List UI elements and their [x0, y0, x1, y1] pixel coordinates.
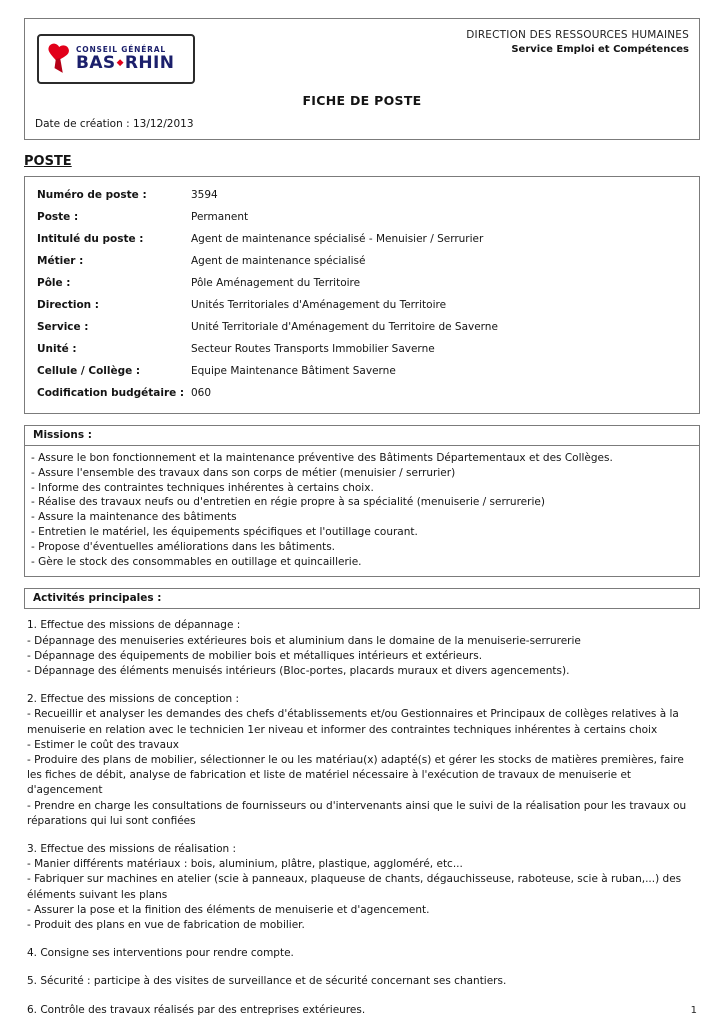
- activite-line: 3. Effectue des missions de réalisation :: [27, 843, 237, 856]
- field-label: Service :: [37, 321, 89, 333]
- missions-section: [24, 425, 700, 577]
- field-row-pole: [37, 272, 687, 294]
- field-row-direction: [37, 294, 687, 316]
- field-label: Direction :: [37, 299, 100, 311]
- field-value: Unités Territoriales d'Aménagement du Territoire: [191, 299, 447, 311]
- creation-date: Date de création : 13/12/2013: [35, 118, 194, 130]
- activite-line: 2. Effectue des missions de conception :: [27, 693, 240, 706]
- field-label: Cellule / Collège :: [37, 365, 141, 377]
- poste-fields-box: [24, 176, 700, 414]
- field-label: Métier :: [37, 255, 84, 267]
- field-value: Permanent: [191, 211, 249, 223]
- direction-label: DIRECTION DES RESSOURCES HUMAINES: [466, 29, 689, 41]
- activite-line: 4. Consigne ses interventions pour rendre compte.: [27, 947, 294, 960]
- mission-item: - Entretien le matériel, les équipements spécifiques et l'outillage courant.: [31, 525, 418, 538]
- activite-line: - Assurer la pose et la finition des éléments de menuiserie et d'agencement.: [27, 903, 430, 916]
- logo: [37, 34, 195, 84]
- field-row-unite: [37, 338, 687, 360]
- activite-line: - Fabriquer sur machines en atelier (scie à panneaux, plaqueuse de chants, dégauchisseuse, raboteuse, scie à ruban,...) des éléments suivant les plans: [27, 873, 682, 901]
- activite-line: - Manier différents matériaux : bois, aluminium, plâtre, plastique, aggloméré, etc...: [27, 858, 463, 871]
- field-row-poste: [37, 206, 687, 228]
- activite-line: - Dépannage des équipements de mobilier bois et métalliques intérieurs et extérieurs.: [27, 649, 483, 662]
- activite-line: 5. Sécurité : participe à des visites de surveillance et de sécurité concernant ses chantiers.: [27, 975, 507, 988]
- header-right-block: [466, 29, 689, 55]
- field-row-service: [37, 316, 687, 338]
- field-label: Codification budgétaire :: [37, 387, 185, 399]
- field-row-codification: [37, 382, 687, 404]
- field-value: Pôle Aménagement du Territoire: [191, 277, 361, 289]
- document-header: [24, 18, 700, 140]
- activites-title: Activités principales :: [24, 588, 700, 609]
- activite-block-conception: [27, 692, 697, 829]
- logo-ribbon-icon: [45, 40, 71, 78]
- mission-item: - Réalise des travaux neufs ou d'entretien en régie propre à sa spécialité (menuiserie / serrurerie): [31, 496, 545, 509]
- diamond-separator-icon: ◆: [116, 57, 124, 68]
- field-value: 3594: [191, 189, 218, 201]
- activite-block-consigne: [27, 946, 697, 961]
- missions-title: Missions :: [25, 426, 699, 446]
- field-row-intitule: [37, 228, 687, 250]
- field-row-numero: [37, 184, 687, 206]
- service-label: Service Emploi et Compétences: [511, 44, 689, 55]
- field-row-metier: [37, 250, 687, 272]
- activite-line: - Produit des plans en vue de fabrication de mobilier.: [27, 919, 305, 932]
- activite-line: - Dépannage des menuiseries extérieures bois et aluminium dans le domaine de la menuiserie-serrurerie: [27, 634, 581, 647]
- mission-item: - Assure la maintenance des bâtiments: [31, 511, 237, 524]
- activite-line: - Prendre en charge les consultations de fournisseurs ou d'intervenants ainsi que le suivi de la réalisation pour les travaux ou réparations qui lui sont confiées: [27, 799, 687, 827]
- activite-line: - Estimer le coût des travaux: [27, 738, 179, 751]
- activite-block-depannage: [27, 618, 697, 679]
- mission-item: - Assure le bon fonctionnement et la maintenance préventive des Bâtiments Départementaux et des Collèges.: [31, 452, 613, 464]
- field-label: Pôle :: [37, 277, 71, 289]
- activite-line: - Produire des plans de mobilier, sélectionner le ou les matériau(x) adapté(s) et gérer les stocks de matières premières, faire les fiches de débit, analyse de fabrication et liste de matériel nécessaire à l'exécution de travaux de menuiserie et d'agencement: [27, 754, 684, 797]
- page-number: 1: [690, 1005, 697, 1016]
- logo-line2: [76, 54, 174, 73]
- activites-content: [24, 609, 700, 1017]
- activite-line: 1. Effectue des missions de dépannage :: [27, 619, 241, 632]
- field-label: Numéro de poste :: [37, 189, 147, 201]
- mission-item: - Gère le stock des consommables en outillage et quincaillerie.: [31, 555, 362, 568]
- field-value: Secteur Routes Transports Immobilier Saverne: [191, 343, 435, 355]
- field-label: Unité :: [37, 343, 77, 355]
- field-value: Agent de maintenance spécialisé - Menuisier / Serrurier: [191, 233, 484, 245]
- logo-rhin: RHIN: [124, 52, 175, 73]
- document-title: FICHE DE POSTE: [302, 93, 422, 108]
- logo-text: [76, 46, 174, 73]
- mission-item: - Propose d'éventuelles améliorations dans les bâtiments.: [31, 540, 336, 553]
- field-row-cellule: [37, 360, 687, 382]
- logo-bas: BAS: [76, 52, 116, 73]
- poste-section-title: POSTE: [24, 154, 72, 169]
- field-label: Poste :: [37, 211, 79, 223]
- missions-list: [25, 446, 699, 576]
- activite-block-realisation: [27, 842, 697, 933]
- activite-line: - Dépannage des éléments menuisés intérieurs (Bloc-portes, placards muraux et divers agencements).: [27, 664, 570, 677]
- logo-line1: CONSEIL GÉNÉRAL: [76, 44, 166, 54]
- field-value: Unité Territoriale d'Aménagement du Territoire de Saverne: [191, 321, 498, 333]
- activite-line: 6. Contrôle des travaux réalisés par des entreprises extérieures.: [27, 1003, 366, 1016]
- mission-item: - Assure l'ensemble des travaux dans son corps de métier (menuisier / serrurier): [31, 466, 456, 479]
- mission-item: - Informe des contraintes techniques inhérentes à certains choix.: [31, 481, 374, 494]
- field-value: Agent de maintenance spécialisé: [191, 255, 366, 267]
- field-label: Intitulé du poste :: [37, 233, 144, 245]
- activite-block-securite: [27, 974, 697, 989]
- activite-line: - Recueillir et analyser les demandes des chefs d'établissements et/ou Gestionnaires et Principaux de collèges relatives à la menuiserie en relation avec le technicien 1er niveau et informer des contraintes techniques inhérentes à certains choix: [27, 708, 679, 736]
- activite-block-controle: [27, 1003, 697, 1018]
- field-value: Equipe Maintenance Bâtiment Saverne: [191, 365, 396, 377]
- field-value: 060: [191, 387, 212, 399]
